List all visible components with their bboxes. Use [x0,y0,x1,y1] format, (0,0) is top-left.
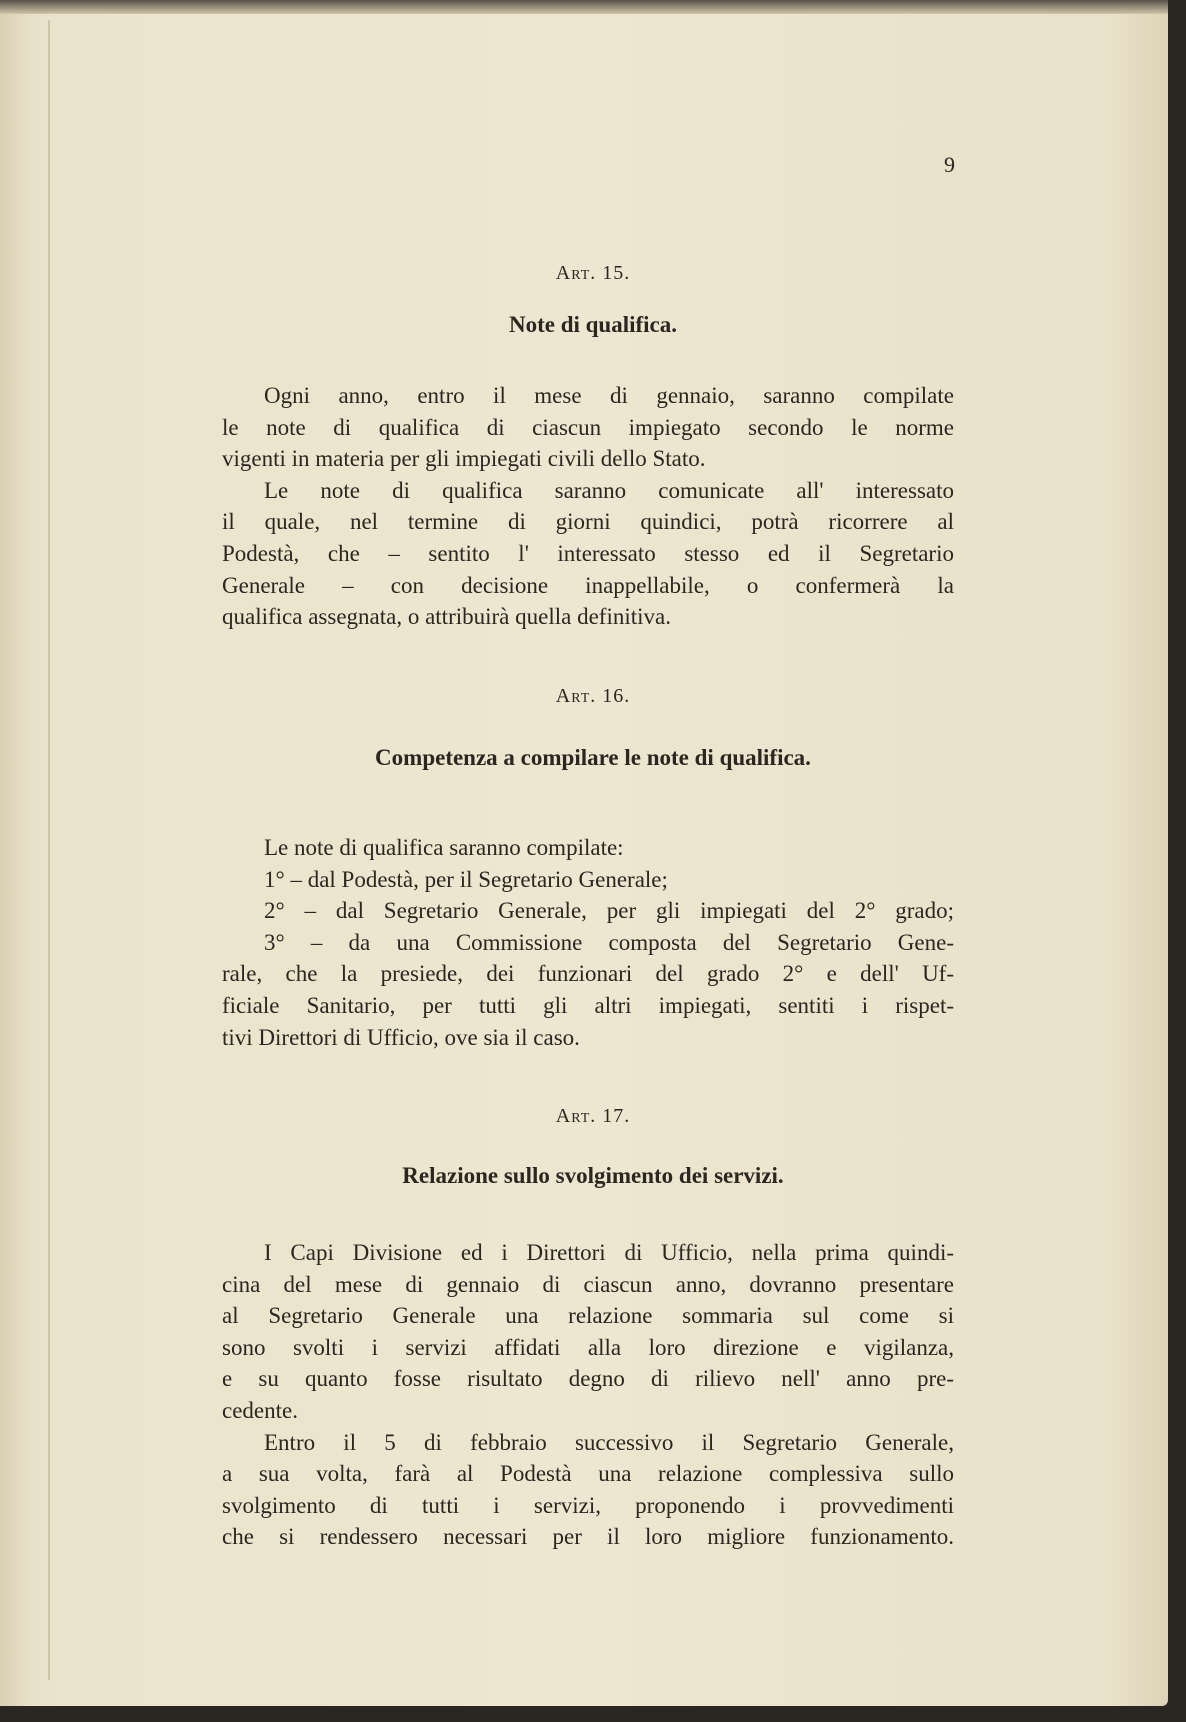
text-line: al Segretario Generale una relazione sommaria sul come si [222,1303,954,1329]
page-number: 9 [944,152,955,177]
text-line: Generale – con decisione inappellabile, o confermerà la [222,572,954,598]
article-15-label: Art. 15. [555,262,631,284]
text-line: e su quanto fosse risultato degno di rilievo nell' anno pre- [222,1366,954,1392]
text-line: Podestà, che – sentito l' interessato stesso ed il Segretario [222,540,954,566]
text-line: 2° – dal Segretario Generale, per gli impiegati del 2° grado; [264,898,954,924]
text-line: cedente. [222,1397,298,1423]
article-17-label: Art. 17. [555,1105,631,1127]
text-line: che si rendessero necessari per il loro migliore funzionamento. [222,1524,954,1550]
article-17-body [222,1237,954,1553]
text-line: le note di qualifica di ciascun impiegato secondo le norme [222,414,954,440]
article-16-body [222,832,954,1053]
article-17-title: Relazione sullo svolgimento dei servizi. [402,1163,784,1188]
text-line: I Capi Divisione ed i Direttori di Ufficio, nella prima quindi- [264,1240,954,1265]
text-line: qualifica assegnata, o attribuirà quella definitiva. [222,604,671,630]
text-line: tivi Direttori di Ufficio, ove sia il caso. [222,1024,580,1050]
text-line: il quale, nel termine di giorni quindici, potrà ricorrere al [222,509,954,535]
text-line: Le note di qualifica saranno comunicate all' interessato [264,477,954,503]
text-line: vigenti in materia per gli impiegati civili dello Stato. [222,446,706,472]
text-line: rale, che la presiede, dei funzionari del grado 2° e dell' Uf- [222,961,954,987]
text-line: sono svolti i servizi affidati alla loro direzione e vigilanza, [222,1334,954,1360]
text-line: 1° – dal Podestà, per il Segretario Generale; [264,866,668,892]
text-line: svolgimento di tutti i servizi, proponendo i provvedimenti [222,1492,954,1518]
text-line: Entro il 5 di febbraio successivo il Segretario Generale, [264,1429,954,1455]
text-line: Le note di qualifica saranno compilate: [264,835,624,860]
article-15-title: Note di qualifica. [508,312,678,337]
text-line: Ogni anno, entro il mese di gennaio, saranno compilate [264,383,954,408]
text-line: a sua volta, farà al Podestà una relazione complessiva sullo [222,1461,954,1487]
article-15-body [222,380,954,633]
article-16-label: Art. 16. [555,685,631,707]
page-top-edge [0,0,1168,14]
text-line: 3° – da una Commissione composta del Segretario Gene- [264,929,954,955]
text-line: ficiale Sanitario, per tutti gli altri impiegati, sentiti i rispet- [222,992,954,1018]
text-line: cina del mese di gennaio di ciascun anno, dovranno presentare [222,1271,954,1297]
article-16-title: Competenza a compilare le note di qualifica. [375,745,811,770]
